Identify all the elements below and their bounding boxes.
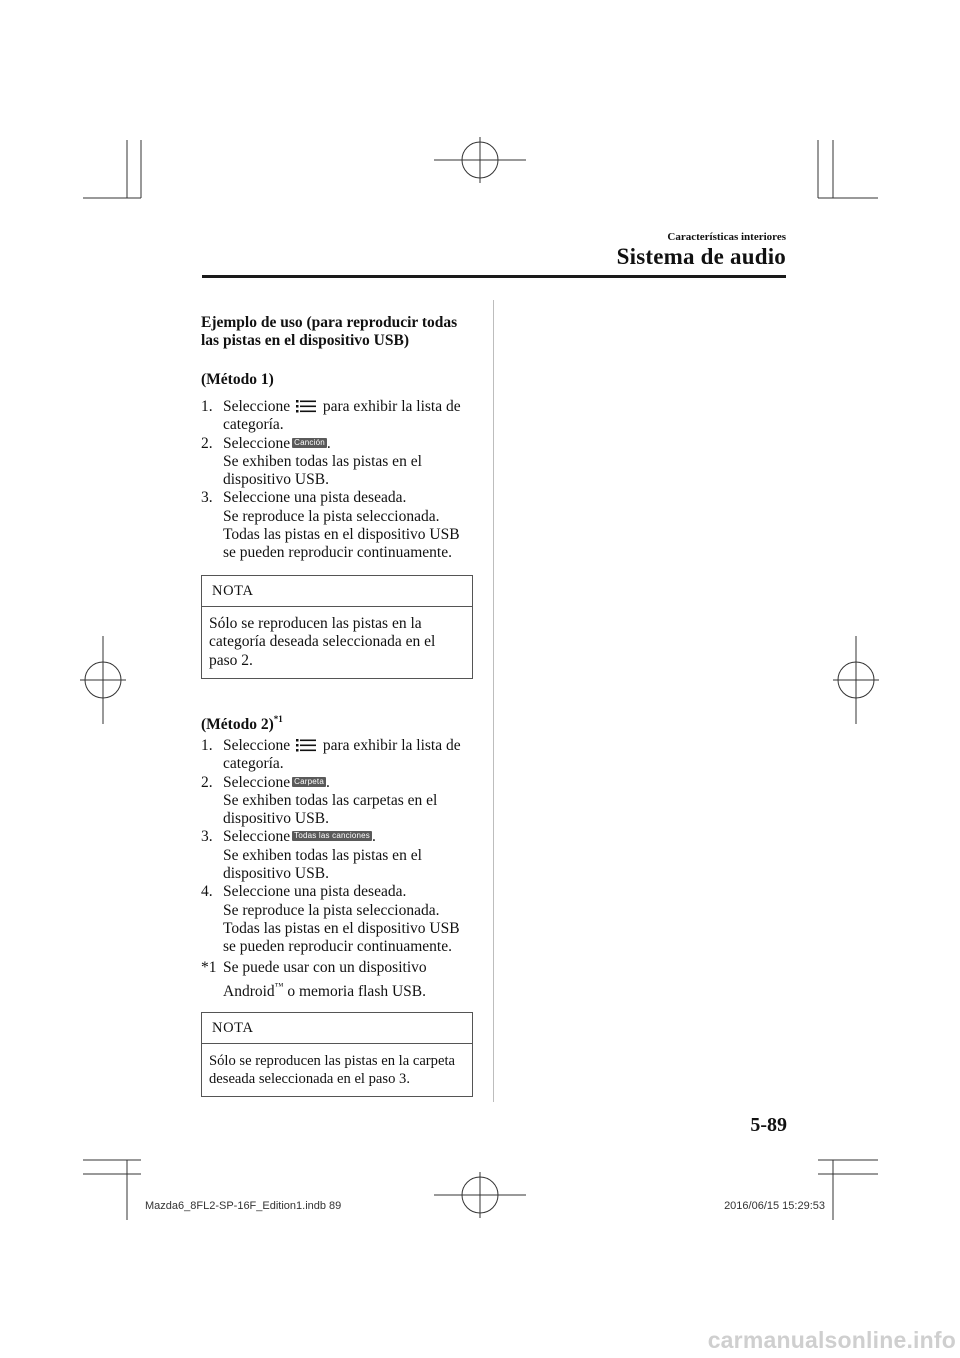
method1-title: (Método 1) bbox=[201, 371, 274, 388]
note-body: Sólo se reproducen las pistas en la categoría deseada seleccionada en el paso 2. bbox=[209, 615, 436, 669]
list-item: 3. Seleccione Todas las canciones . Se exhiben todas las pistas en el dispositivo USB. bbox=[201, 828, 476, 883]
step-text: Seleccione bbox=[223, 773, 291, 791]
step-number: 1. bbox=[201, 398, 213, 415]
step-number: 3. bbox=[201, 828, 213, 846]
step-text: Seleccione bbox=[223, 434, 291, 452]
print-timestamp: 2016/06/15 15:29:53 bbox=[724, 1200, 825, 1212]
method1-steps bbox=[201, 398, 476, 563]
section-label: Características interiores bbox=[667, 231, 786, 243]
cancion-button-icon: Canción bbox=[294, 437, 325, 447]
step-text: para exhibir la lista de categoría. bbox=[223, 398, 461, 434]
list-item bbox=[201, 398, 476, 435]
footnote-text: Se puede usar con un dispositivo bbox=[223, 959, 427, 976]
step-number: 2. bbox=[201, 773, 213, 791]
list-item: 2. Seleccione Canción . Se exhiben todas las pistas en el dispositivo USB. bbox=[201, 435, 476, 490]
todas-las-canciones-button-icon: Todas las canciones bbox=[294, 831, 370, 841]
watermark: carmanualsonline.info bbox=[707, 1327, 956, 1353]
step-detail: Se reproduce la pista seleccionada. bbox=[223, 507, 440, 525]
footnote-text: Android™ o memoria flash USB. bbox=[223, 981, 426, 1001]
method2-title: (Método 2)$^{*1}$ bbox=[201, 714, 283, 733]
list-item bbox=[201, 737, 476, 774]
step-number: 4. bbox=[201, 883, 213, 901]
note-body: Sólo se reproducen las pistas en la carpeta deseada seleccionada en el paso 3. bbox=[209, 1053, 455, 1088]
note-box bbox=[201, 1012, 473, 1097]
step-text: Seleccione una pista deseada. bbox=[223, 489, 407, 507]
step-text: Seleccione bbox=[223, 828, 291, 846]
list-item bbox=[201, 489, 476, 562]
print-file-info: Mazda6_8FL2-SP-16F_Edition1.indb 89 bbox=[145, 1200, 342, 1212]
step-number: 2. bbox=[201, 434, 213, 452]
step-detail: Todas las pistas en el dispositivo USB se pueden reproducir continuamente. bbox=[223, 526, 460, 562]
note-box bbox=[201, 575, 473, 679]
step-detail: Se exhiben todas las pistas en el dispositivo USB. bbox=[223, 452, 422, 489]
carpeta-button-icon: Carpeta bbox=[294, 776, 325, 786]
note-title: NOTA bbox=[202, 576, 472, 607]
list-menu-icon bbox=[296, 399, 316, 414]
method2-steps bbox=[201, 737, 476, 957]
step-detail: Todas las pistas en el dispositivo USB se pueden reproducir continuamente. bbox=[223, 919, 460, 956]
page-title: Sistema de audio bbox=[616, 244, 786, 269]
page-number: 5-89 bbox=[750, 1114, 787, 1136]
step-detail: Se exhiben todas las carpetas en el dispositivo USB. bbox=[223, 791, 438, 828]
note-title: NOTA bbox=[202, 1013, 472, 1044]
footnote bbox=[201, 959, 476, 1002]
footnote-mark: *1 bbox=[201, 959, 217, 976]
step-number: 1. bbox=[201, 737, 213, 754]
list-menu-icon bbox=[296, 738, 316, 753]
column-divider bbox=[493, 300, 494, 1102]
step-text: Seleccione una pista deseada. bbox=[223, 883, 407, 901]
step-text: Seleccione bbox=[223, 737, 291, 754]
step-detail: Se reproduce la pista seleccionada. bbox=[223, 901, 440, 919]
list-item bbox=[201, 883, 476, 956]
header-rule bbox=[202, 275, 786, 278]
trademark-symbol: ™ bbox=[274, 981, 284, 992]
step-number: 3. bbox=[201, 489, 213, 507]
step-text: Seleccione bbox=[223, 398, 291, 415]
example-heading: Ejemplo de uso (para reproducir todas las pistas en el dispositivo USB) bbox=[201, 314, 458, 350]
step-text: para exhibir la lista de categoría. bbox=[223, 737, 461, 773]
step-detail: Se exhiben todas las pistas en el dispositivo USB. bbox=[223, 846, 422, 883]
list-item: 2. Seleccione Carpeta . Se exhiben todas las carpetas en el dispositivo USB. bbox=[201, 774, 476, 829]
footnote-ref: *1 bbox=[273, 714, 283, 724]
